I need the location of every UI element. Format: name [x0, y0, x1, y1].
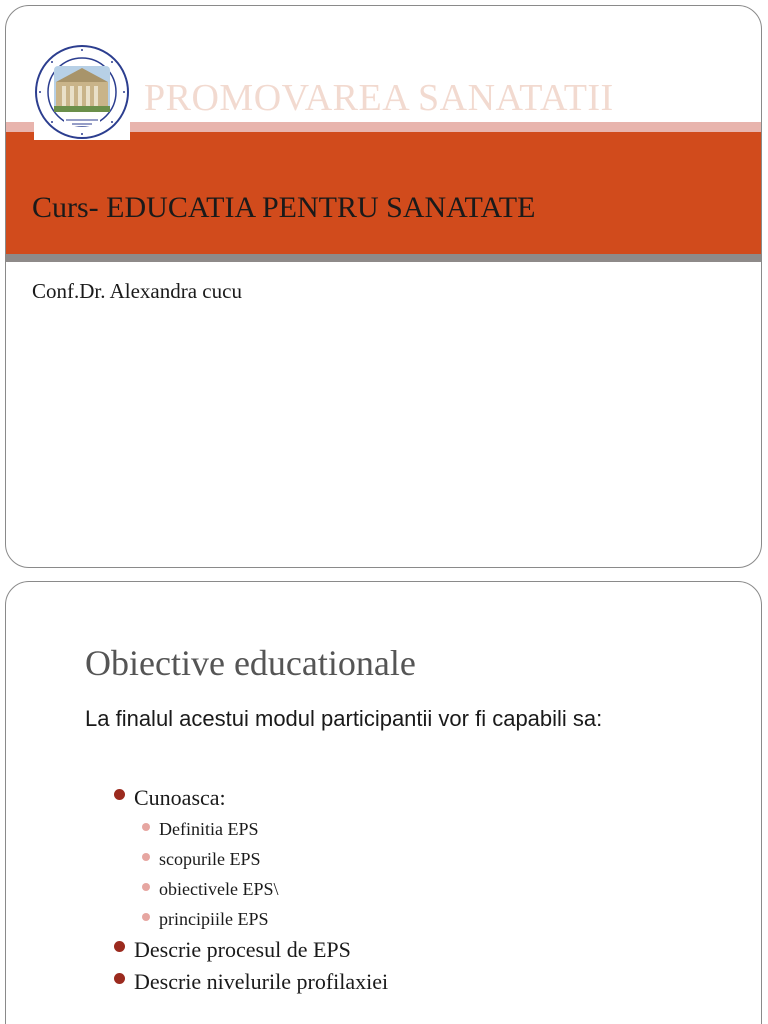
sub-list-item-label: obiectivele EPS\: [159, 879, 279, 899]
sub-bullet-icon: [142, 913, 150, 921]
list-item-label: Descrie procesul de EPS: [134, 937, 351, 962]
sub-list-item: [142, 844, 388, 874]
slide-1: [5, 5, 762, 568]
objectives-list: [114, 782, 388, 998]
sub-list-item: [142, 904, 388, 934]
sub-list-item-label: Definitia EPS: [159, 819, 259, 839]
list-item: [114, 782, 388, 814]
sub-bullet-icon: [142, 823, 150, 831]
sub-bullet-icon: [142, 853, 150, 861]
gray-stripe: [6, 254, 761, 262]
sub-list-item-label: principiile EPS: [159, 909, 269, 929]
sub-list-item: [142, 874, 388, 904]
bullet-icon: [114, 941, 125, 952]
bullet-icon: [114, 973, 125, 984]
slide-title: Obiective educationale: [85, 643, 416, 683]
slide-2: [5, 581, 762, 1024]
list-item-label: Cunoasca:: [134, 785, 226, 810]
list-item: [114, 966, 388, 998]
author-name: Conf.Dr. Alexandra cucu: [32, 279, 242, 303]
list-item: [114, 934, 388, 966]
list-item-label: Descrie nivelurile profilaxiei: [134, 969, 389, 994]
sub-bullet-icon: [142, 883, 150, 891]
ghost-title: PROMOVAREA SANATATII: [144, 77, 614, 119]
slide-intro: La finalul acestui modul participantii vor fi capabili sa:: [85, 706, 603, 731]
university-logo: [34, 44, 130, 140]
bullet-icon: [114, 789, 125, 800]
university-seal-icon: [34, 44, 130, 140]
sub-list-item-label: scopurile EPS: [159, 849, 261, 869]
slide-subtitle: Curs- EDUCATIA PENTRU SANATATE: [32, 191, 536, 224]
sub-list-item: [142, 814, 388, 844]
